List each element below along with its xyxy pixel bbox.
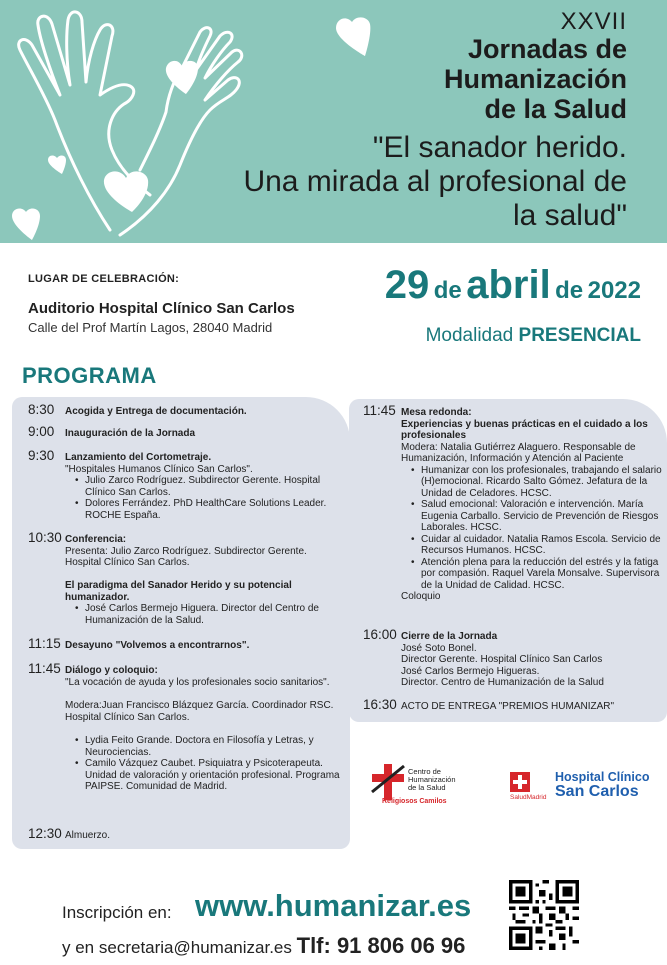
speaker-list: [401, 465, 663, 592]
modality: [426, 325, 641, 347]
inscripcion-label: Inscripción en:: [62, 903, 172, 922]
speaker-list: [65, 735, 340, 793]
title-line: Jornadas de: [467, 34, 627, 64]
logo-text-line: de la Salud: [408, 783, 446, 792]
date-de: de: [555, 277, 584, 304]
centro-humanizacion-logo: [368, 760, 478, 810]
event-title: [444, 10, 627, 124]
contact-line: [62, 933, 465, 959]
website-link[interactable]: www.humanizar.es: [195, 888, 472, 923]
date-day: 29: [384, 263, 430, 307]
item-time: 16:30: [363, 697, 397, 712]
item-time: 9:30: [28, 448, 55, 463]
title-line: Humanización: [443, 64, 627, 94]
item-after: Coloquio: [401, 591, 441, 602]
subtitle-line: la salud": [512, 199, 627, 232]
hospital-name-line: San Carlos: [555, 783, 639, 800]
item-line: ACTO DE ENTREGA "PREMIOS HUMANIZAR": [401, 701, 615, 712]
item-title: Diálogo y coloquio:: [65, 665, 158, 676]
heart-icon: [336, 17, 370, 56]
item-line: Director Gerente. Hospital Clínico San Carlos: [401, 654, 603, 665]
item-title: Inauguración de la Jornada: [65, 428, 196, 439]
y-en-text: y en: [62, 938, 95, 957]
saludmadrid-cross-icon: [510, 772, 530, 792]
heart-icon: [104, 171, 148, 212]
venue-place: Auditorio Hospital Clínico San Carlos: [28, 300, 295, 317]
subtitle-line: Una mirada al profesional de: [243, 165, 627, 198]
header-banner: [0, 0, 667, 243]
modality-label: Modalidad: [425, 325, 514, 346]
speaker-item: • Dolores Ferrández. PhD HealthCare Solutions Leader. ROCHE España.: [85, 498, 340, 521]
item-line: José Soto Bonel.: [401, 642, 477, 654]
schedule-panel-left: [12, 397, 350, 849]
edition-number: XXVII: [560, 8, 627, 35]
religiosos-text: Religiosos Camilos: [382, 798, 447, 805]
item-title: Conferencia:: [65, 534, 127, 545]
speaker-item: • José Carlos Bermejo Higuera. Director del Centro de Humanización de la Salud.: [85, 603, 340, 626]
title-line: de la Salud: [484, 94, 627, 124]
item-time: 9:00: [28, 424, 55, 439]
item-title: Mesa redonda:: [401, 407, 472, 418]
item-time: 11:45: [363, 403, 396, 418]
qr-code-icon[interactable]: [509, 880, 579, 950]
speaker-item: • Julio Zarco Rodríguez. Subdirector Gerente. Hospital Clínico San Carlos.: [85, 475, 340, 498]
hospital-name-line: Hospital Clínico: [555, 770, 650, 784]
item-time: 11:15: [28, 636, 61, 651]
saludmadrid-text: SaludMadrid: [510, 794, 547, 801]
item-title: Acogida y Entrega de documentación.: [65, 406, 247, 417]
speaker-list: [65, 475, 340, 521]
logo-text-line: Humanización: [408, 775, 456, 784]
date-year: 2022: [587, 277, 641, 304]
speaker-item: • Cuidar al cuidador. Natalia Ramos Escola. Servicio de Recursos Humanos. HCSC.: [421, 534, 663, 557]
speaker-item: • Atención plena para la reducción del estrés y la fatiga por compasión. Raquel Varela Monsalve. Supervisora de la Unidad de Calidad. HCSC.: [421, 557, 663, 592]
speaker-item: • Lydia Feito Grande. Doctora en Filosofía y Letras, y Neurociencias.: [85, 735, 340, 758]
item-title: Desayuno "Volvemos a encontrarnos".: [65, 640, 250, 651]
item-time: 11:45: [28, 661, 61, 676]
date-de: de: [433, 277, 462, 304]
item-line: Modera:Juan Francisco Blázquez García. Coordinador RSC. Hospital Clínico San Carlos.: [65, 700, 334, 723]
item-line: "La vocación de ayuda y los profesionales socio sanitarios".: [65, 676, 330, 688]
speaker-item: • Salud emocional: Valoración e intervención. María Eugenia Carballo. Servicio de Prevención de Riesgos Laborales. HCSC.: [421, 499, 663, 534]
item-line: Almuerzo.: [65, 830, 111, 841]
modality-value: PRESENCIAL: [518, 325, 641, 346]
phone-number: Tlf: 91 806 06 96: [296, 933, 466, 958]
speaker-item: • Humanizar con los profesionales, trabajando el salario (H)emocional. Ricardo Salto Gómez. Jefatura de la Unidad de Celadores. HCSC.: [421, 465, 663, 500]
item-time: 10:30: [28, 530, 62, 545]
event-date: [385, 263, 641, 308]
item-title: Cierre de la Jornada: [401, 631, 498, 642]
subtitle-line: "El sanador herido.: [372, 131, 627, 164]
programa-heading: PROGRAMA: [22, 363, 157, 388]
item-title: Lanzamiento del Cortometraje.: [65, 452, 212, 463]
heart-icon: [12, 209, 40, 240]
item-line: "Hospitales Humanos Clínico San Carlos".: [65, 463, 253, 475]
item-time: 12:30: [28, 826, 62, 841]
hospital-logo: [510, 770, 660, 804]
venue-label: LUGAR DE CELEBRACIÓN:: [28, 273, 180, 285]
speaker-item: • Camilo Vázquez Caubet. Psiquiatra y Psicoterapeuta. Unidad de valoración y orientación profesional. Programa PAIPSE. Comunidad de Madrid.: [85, 758, 340, 793]
item-time: 8:30: [28, 402, 55, 417]
heart-icon: [48, 156, 66, 174]
date-month: abril: [466, 263, 551, 307]
item-time: 16:00: [363, 627, 397, 642]
event-subtitle: [157, 131, 627, 233]
item-subtitle: Experiencias y buenas prácticas en el cuidado a los profesionales: [401, 418, 648, 441]
item-line: José Carlos Bermejo Higueras.: [401, 665, 540, 677]
item-line: Presenta: Julio Zarco Rodríguez. Subdirector Gerente. Hospital Clínico San Carlos.: [65, 545, 307, 568]
item-title: El paradigma del Sanador Herido y su potencial humanizador.: [65, 580, 292, 603]
schedule-panel-right: [349, 399, 667, 722]
speaker-list: [65, 603, 340, 626]
logo-text-line: Centro de: [408, 767, 441, 776]
item-line: Director. Centro de Humanización de la Salud: [401, 677, 604, 688]
venue-address: Calle del Prof Martín Lagos, 28040 Madrid: [28, 320, 273, 335]
item-line: Modera: Natalia Gutiérrez Alaguero. Responsable de Humanización, Información y Atención al Paciente: [401, 441, 636, 464]
email-link[interactable]: secretaria@humanizar.es: [98, 938, 292, 957]
